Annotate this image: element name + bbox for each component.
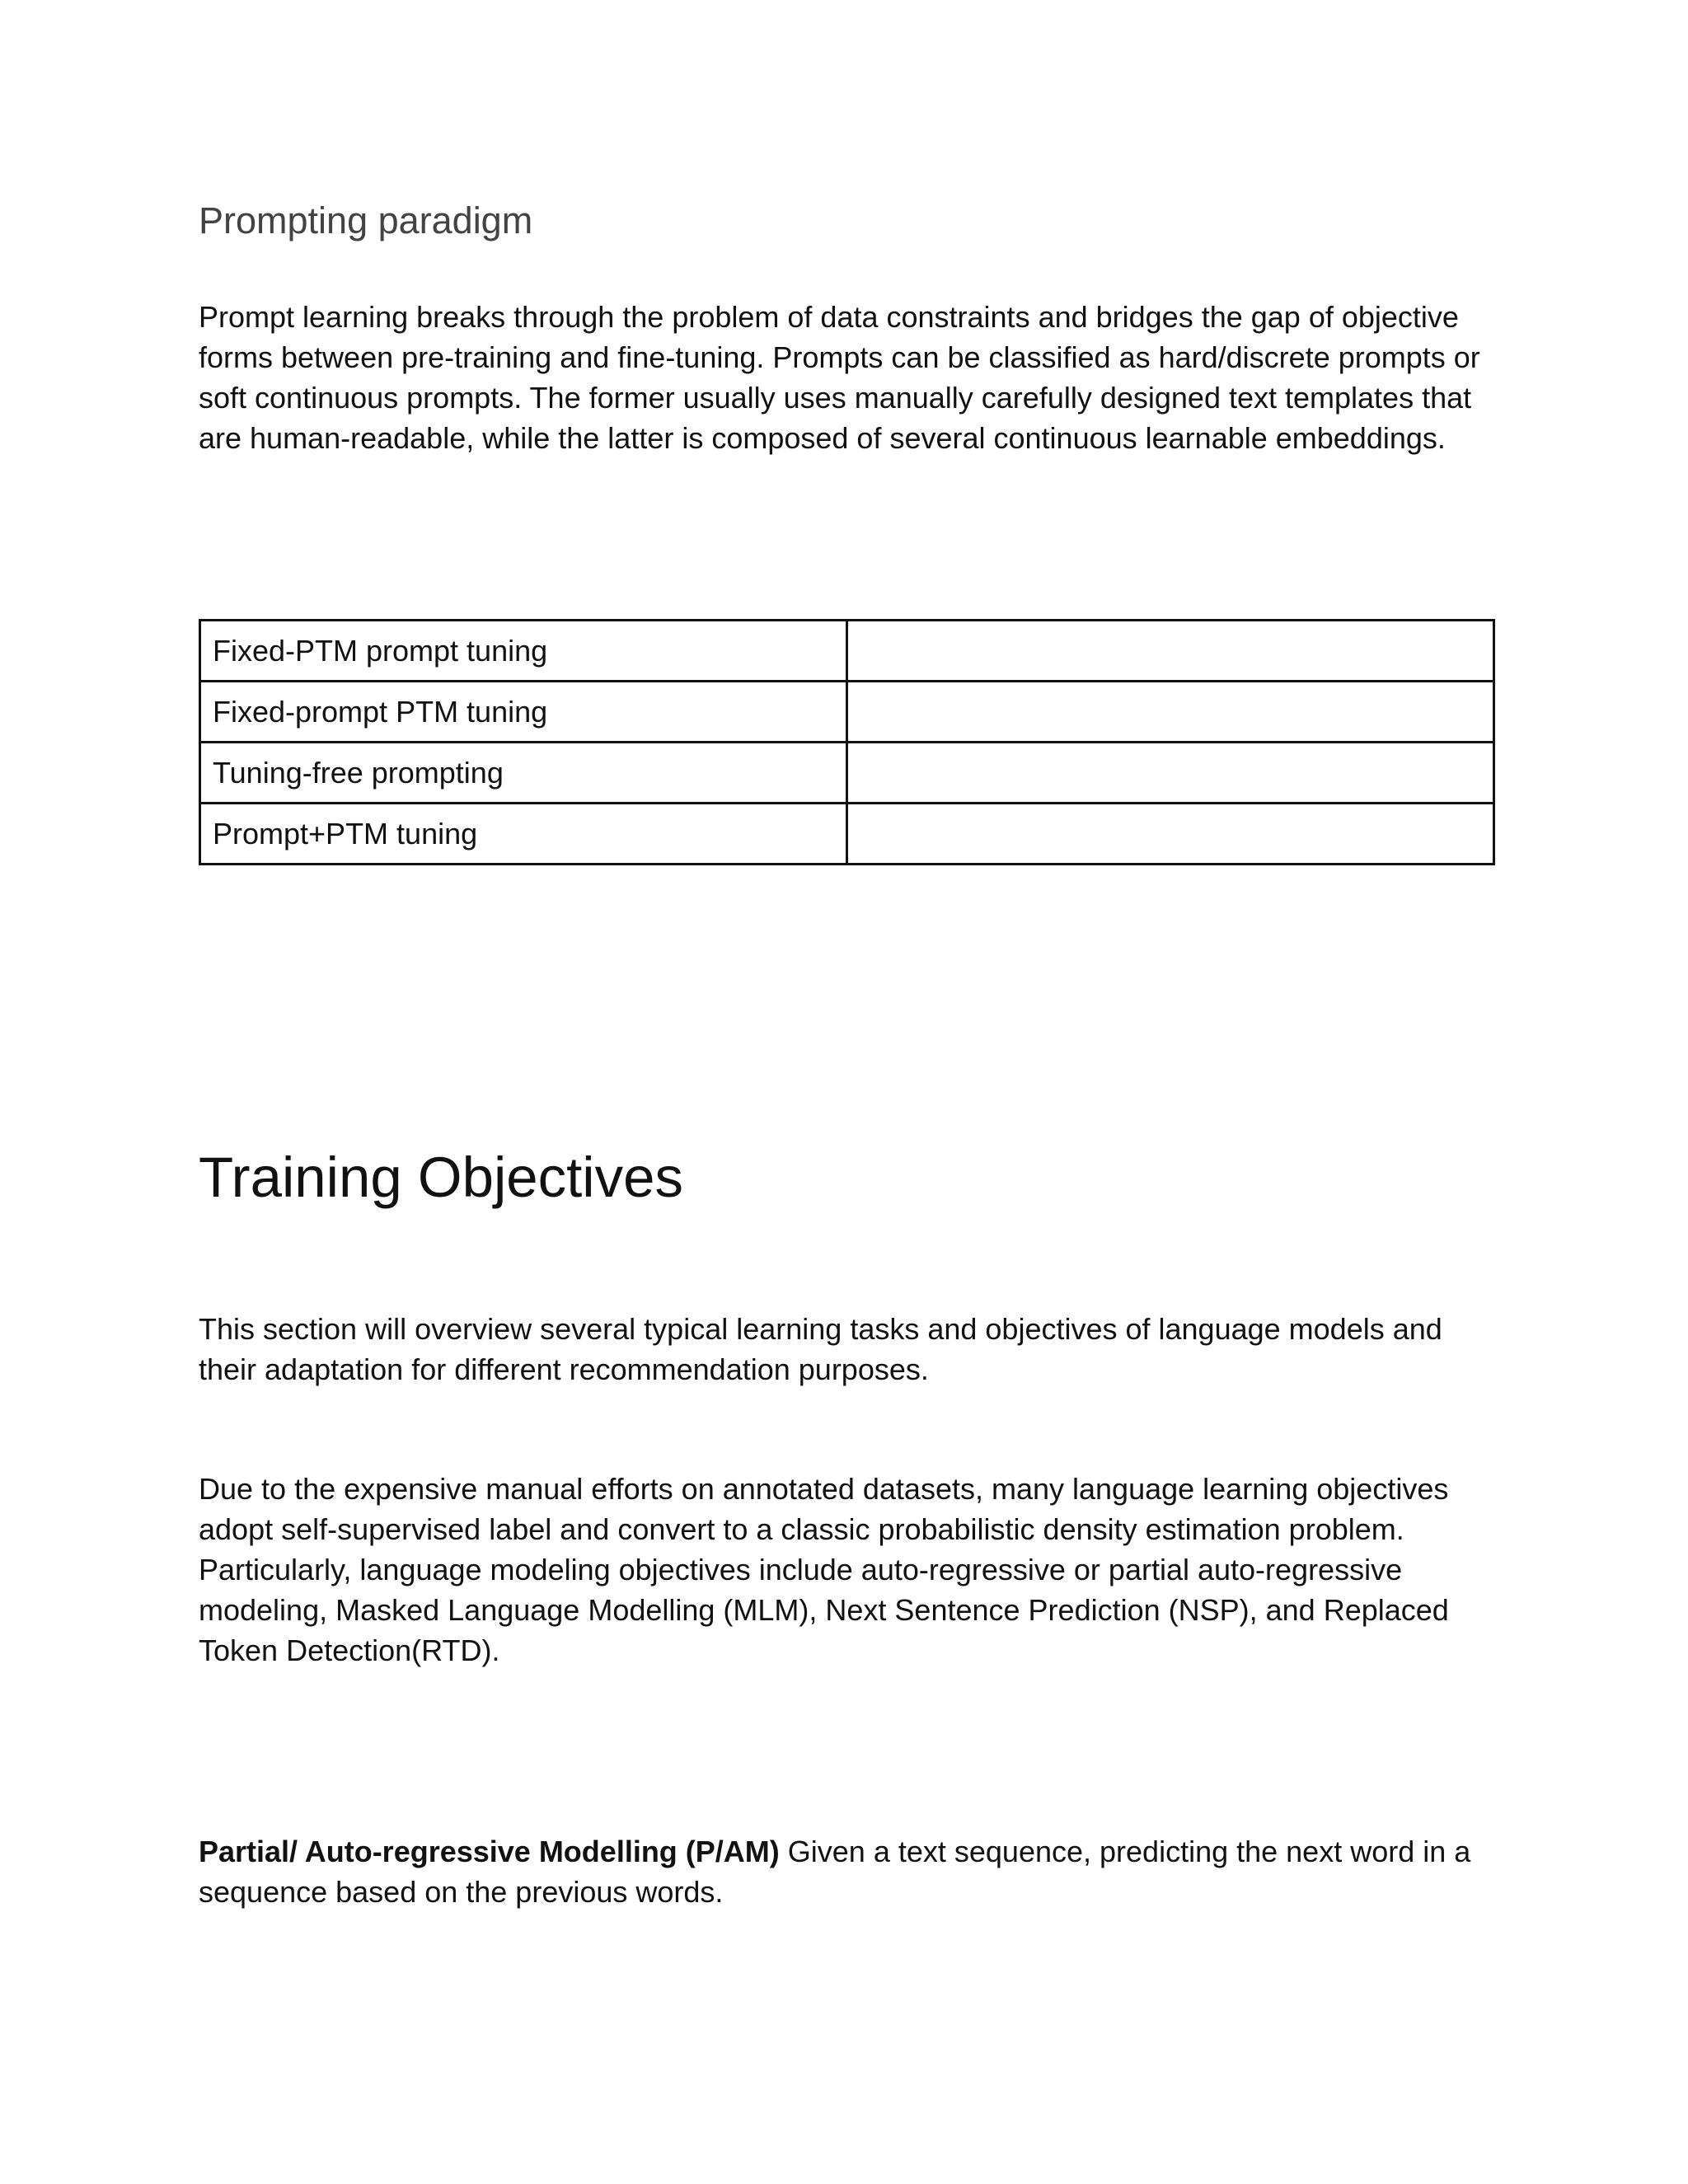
table-cell-label[interactable]: Fixed-prompt PTM tuning xyxy=(200,682,847,743)
pam-term: Partial/ Auto-regressive Modelling (P/AM) xyxy=(199,1835,780,1868)
table-cell-label[interactable]: Fixed-PTM prompt tuning xyxy=(200,621,847,682)
table-row xyxy=(200,743,1494,804)
table-row xyxy=(200,682,1494,743)
table-cell-label[interactable]: Tuning-free prompting xyxy=(200,743,847,804)
table-row xyxy=(200,804,1494,865)
pam-description: Given a text sequence, predicting the next word in a sequence based on the previous words. xyxy=(199,1835,1471,1909)
table-cell-value[interactable] xyxy=(847,682,1494,743)
pam-paragraph xyxy=(199,1831,1493,1912)
prompting-paragraph: Prompt learning breaks through the problem of data constraints and bridges the gap of objective forms between pre-training and fine-tuning. Prompts can be classified as hard/discrete prompts or soft continuous prompts. The former usually uses manually carefully designed text templates that are human-readable, while the latter is composed of several continuous learnable embeddings. xyxy=(199,300,1480,455)
table-cell-value[interactable] xyxy=(847,804,1494,865)
table-cell-label[interactable]: Prompt+PTM tuning xyxy=(200,804,847,865)
prompting-paradigm-heading: Prompting paradigm xyxy=(199,199,533,241)
table-row xyxy=(200,621,1494,682)
training-overview-paragraph: This section will overview several typical learning tasks and objectives of language models and their adaptation for different recommendation purposes. xyxy=(199,1312,1442,1386)
tuning-strategies-table xyxy=(199,619,1493,865)
training-objectives-heading: Training Objectives xyxy=(199,1146,684,1209)
training-objectives-paragraph: Due to the expensive manual efforts on annotated datasets, many language learning objectives adopt self-supervised label and convert to a classic probabilistic density estimation problem. Particularly, language modeling objectives include auto-regressive or partial auto-regressive modeling, Masked Language Modelling (MLM), Next Sentence Prediction (NSP), and Replaced Token Detection(RTD). xyxy=(199,1472,1449,1667)
table-cell-value[interactable] xyxy=(847,743,1494,804)
table-cell-value[interactable] xyxy=(847,621,1494,682)
